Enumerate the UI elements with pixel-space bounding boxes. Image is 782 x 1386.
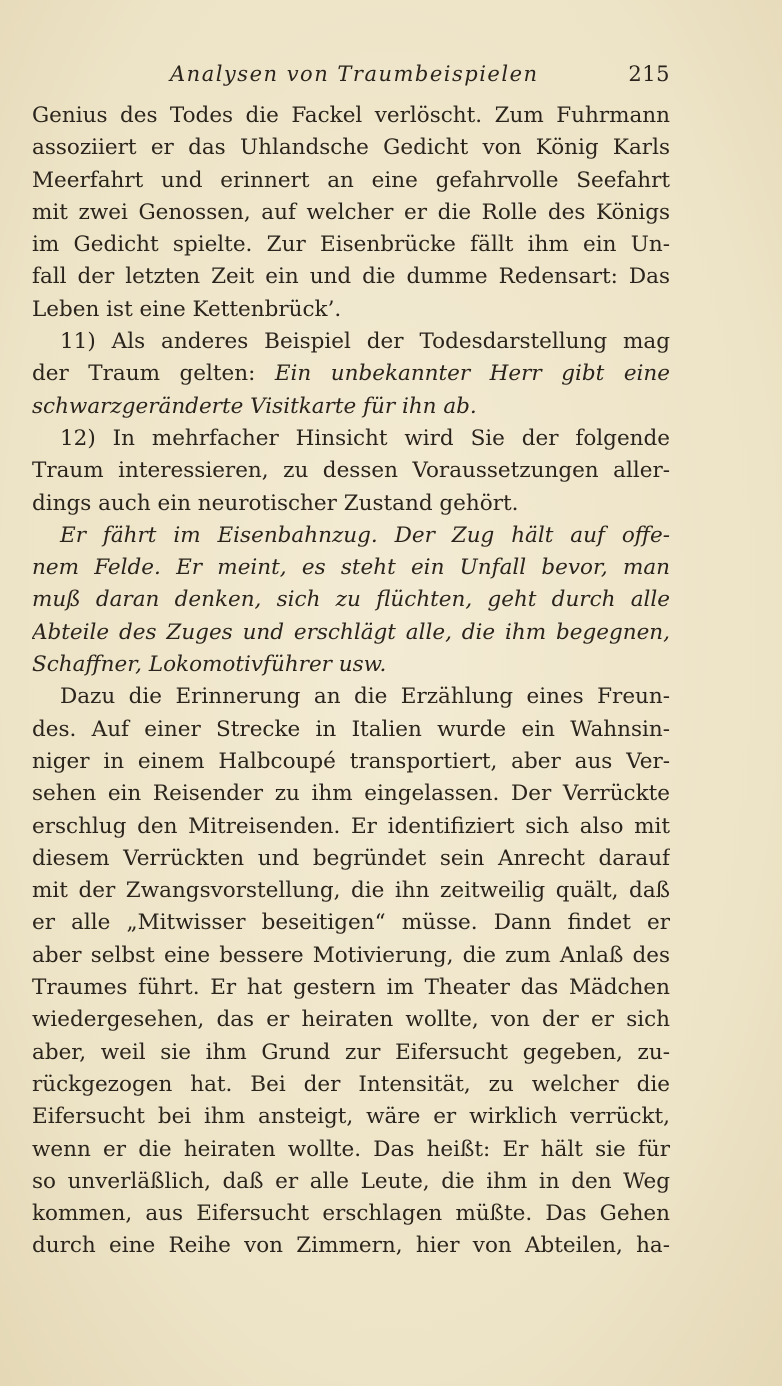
text-line: er alle „Mitwisser beseitigen“ müsse. Dann findet er <box>32 910 670 936</box>
page-number: 215 <box>628 62 670 86</box>
text-line: aber, weil sie ihm Grund zur Eifersucht gegeben, zu- <box>32 1039 670 1065</box>
text-line: sehen ein Reisender zu ihm eingelassen. Der Verrückte <box>32 781 670 807</box>
text-line: dings auch ein neurotischer Zustand gehört. <box>32 490 519 516</box>
text-line: kommen, aus Eifersucht erschlagen müßte. Das Gehen <box>32 1201 670 1227</box>
text-line: aber selbst eine bessere Motivierung, die zum Anlaß des <box>32 942 670 968</box>
text-line: Traum interessieren, zu dessen Voraussetzungen aller- <box>32 458 670 484</box>
italic-dream-text: Abteile des Zuges und erschlägt alle, die ihm begegnen, <box>32 619 670 645</box>
page-header <box>32 62 670 88</box>
text-line: erschlug den Mitreisenden. Er identifiziert sich also mit <box>32 813 670 839</box>
text-line: rückgezogen hat. Bei der Intensität, zu welcher die <box>32 1071 670 1097</box>
text-run: der Traum gelten: <box>32 361 275 387</box>
text-line: wiedergesehen, das er heiraten wollte, von der er sich <box>32 1007 670 1033</box>
running-title: Analysen von Traumbeispielen <box>170 62 539 86</box>
text-line: niger in einem Halbcoupé transportiert, aber aus Ver- <box>32 748 670 774</box>
text-line: Genius des Todes die Fackel verlöscht. Zum Fuhrmann <box>32 103 670 128</box>
text-line: so unverläßlich, daß er alle Leute, die ihm in den Weg <box>32 1168 670 1194</box>
text-line: Traumes führt. Er hat gestern im Theater das Mädchen <box>32 975 670 1001</box>
text-line: Meerfahrt und erinnert an eine gefahrvolle Seefahrt <box>32 167 670 193</box>
text-line: mit zwei Genossen, auf welcher er die Rolle des Königs <box>32 199 670 225</box>
text-line: Eifersucht bei ihm ansteigt, wäre er wirklich verrückt, <box>32 1104 670 1130</box>
italic-dream-text: schwarzgeränderte Visitkarte für ihn ab. <box>32 393 477 419</box>
text-line: durch eine Reihe von Zimmern, hier von Abteilen, ha- <box>32 1233 670 1259</box>
body-text <box>32 100 670 1263</box>
text-line: assoziiert er das Uhlandsche Gedicht von König Karls <box>32 135 670 161</box>
text-line: Leben ist eine Kettenbrück’. <box>32 296 342 322</box>
text-line: des. Auf einer Strecke in Italien wurde ein Wahnsin- <box>32 716 670 742</box>
paragraph-11-start: 11) Als anderes Beispiel der Todesdarstellung mag <box>60 329 670 355</box>
text-line: wenn er die heiraten wollte. Das heißt: Er hält sie für <box>32 1136 670 1162</box>
text-line: diesem Verrückten und begründet sein Anrecht darauf <box>32 845 670 871</box>
italic-dream-text: Schaffner, Lokomotivführer usw. <box>32 652 387 678</box>
text-line <box>32 358 670 390</box>
italic-dream-text: Ein unbekannter Herr gibt eine <box>274 361 670 387</box>
text-line: fall der letzten Zeit ein und die dumme Redensart: Das <box>32 264 670 290</box>
paragraph-12-start: 12) In mehrfacher Hinsicht wird Sie der folgende <box>60 425 670 451</box>
text-line: Dazu die Erinnerung an die Erzählung eines Freun- <box>60 684 670 710</box>
italic-dream-text: nem Felde. Er meint, es steht ein Unfall bevor, man <box>32 555 670 581</box>
text-line: im Gedicht spielte. Zur Eisenbrücke fällt ihm ein Un- <box>32 232 670 258</box>
italic-dream-text: muß daran denken, sich zu flüchten, geht durch alle <box>32 587 670 613</box>
text-line: mit der Zwangsvorstellung, die ihn zeitweilig quält, daß <box>32 878 670 904</box>
italic-dream-text: Er fährt im Eisenbahnzug. Der Zug hält auf offe- <box>60 522 670 548</box>
